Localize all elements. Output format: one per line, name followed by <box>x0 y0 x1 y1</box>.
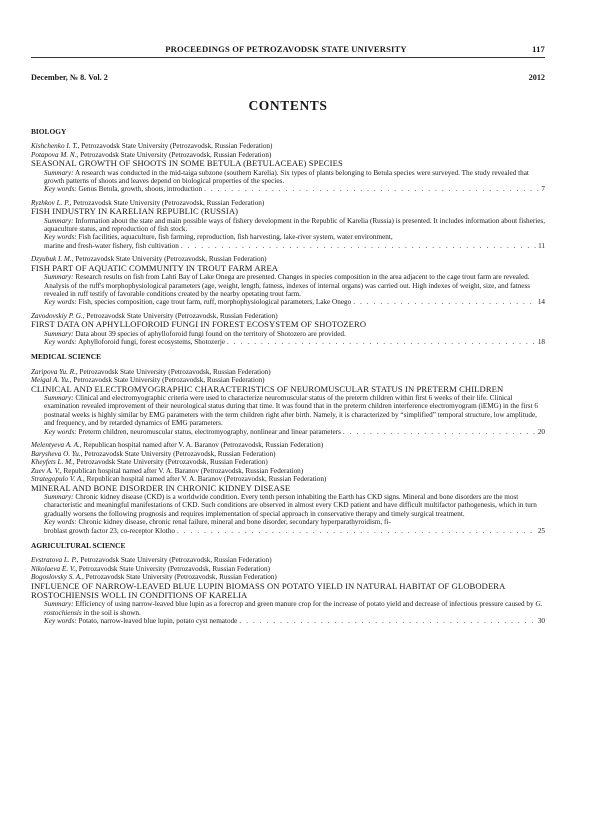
author-name: Zavodovskiy P. G. <box>31 311 83 320</box>
leader-dots <box>177 527 536 535</box>
author-name: Bogoslovsky S. A. <box>31 573 82 582</box>
article-entry[interactable] <box>31 368 545 436</box>
summary-label: Summary: <box>44 168 74 177</box>
article-title[interactable]: FIRST DATA ON APHYLLOFOROID FUNGI IN FOREST ECOSYSTEM OF SHOTOZERO <box>31 319 367 330</box>
keywords-line <box>31 298 545 306</box>
summary-text: A research was conducted in the mid-taiga subzone (southern Karelia). Six types of plants belonging to Betula species were surveyed. The study revealed that growth patterns of shoots and leaves depend on biological properties of the species. <box>44 168 529 186</box>
keywords-label: Key words: <box>44 185 77 194</box>
keywords-line <box>31 518 545 526</box>
keywords <box>44 185 202 193</box>
author-name: Dzyubuk I. M. <box>31 255 72 264</box>
summary-text: Data about 39 species of aphylloforoid fungi found on the territory of Shotozero are provided. <box>73 329 346 338</box>
author-line <box>31 467 545 475</box>
keywords-text: Aphylloforoid fungi, forest ecosystems, Shotozerje <box>76 337 226 346</box>
summary-label: Summary: <box>44 600 74 609</box>
author-name: Zaripova Yu. R. <box>31 367 76 376</box>
author-name: Zuev A. V. <box>31 466 60 475</box>
article-entry[interactable] <box>31 441 545 535</box>
keywords-label: Key words: <box>44 298 77 307</box>
page-number: 117 <box>532 44 545 54</box>
author-name: Barysheva O. Yu. <box>31 449 81 458</box>
author-name: Evstratova L. P. <box>31 556 77 565</box>
keywords-line <box>31 338 545 346</box>
author-line <box>31 142 545 150</box>
article-summary <box>31 330 545 338</box>
summary-text-end: in the soil is shown. <box>81 608 141 617</box>
article-summary <box>31 169 545 186</box>
article-summary <box>31 600 545 617</box>
issue-line <box>31 73 545 82</box>
leader-dots <box>353 298 536 306</box>
article-title[interactable]: INFLUENCE OF NARROW-LEAVED BLUE LUPIN BIOMASS ON POTATO YIELD IN NATURAL HABITAT OF GLOBODERA ROSTOCHIENSIS WOLL IN CONDITIONS OF KARELIA <box>31 580 505 600</box>
keywords-line <box>31 617 545 625</box>
keywords-label: Key words: <box>44 617 77 626</box>
summary-label: Summary: <box>44 329 74 338</box>
journal-title: PROCEEDINGS OF PETROZAVODSK STATE UNIVERSITY <box>165 44 407 54</box>
article-entry[interactable] <box>31 142 545 193</box>
article-summary <box>31 217 545 234</box>
keywords-text: Chronic kidney disease, chronic renal failure, mineral and bone disorder, secondary hyperparathyroidism, fi- <box>76 518 391 527</box>
keywords-line <box>31 185 545 193</box>
article-entry[interactable] <box>31 556 545 625</box>
article-page-number[interactable]: 18 <box>537 337 545 346</box>
author-affiliation: , Petrozavodsk State University (Petrozavodsk, Russian Federation) <box>69 376 265 385</box>
article-summary <box>31 394 545 428</box>
summary-text: Research results on fish from Lahti Bay of Lake Onega are presented. Changes in species composition in the area adjacent to the cage trout farm are revealed. Analysis of the ruff's morphophysiological parameters (age, weight, length, fatness, indexes of internal organs) was carried out. High indexes of weight, size, and fatness revealed in ruff testify of favorable conditions created by the nearby opetating trout farm. <box>44 273 531 298</box>
author-line <box>31 450 545 458</box>
article-summary <box>31 493 545 518</box>
summary-text: Clinical and electromyographic criteria were used to characterize neuromuscular status of the preterm children within first 6 weeks of their life. Clinical examination revealed improvement of their neurological status during that time. It was found that in the preterm children interference electromyogram (iEMG) in the first 6 postnatal weeks is highly similar by EMG parameters with the term children right after birth. Namely, it is characterized by “simplified” temporal structure, low amplitude, and frequency, and by retarded dynamics of EMG parameters. <box>44 393 538 428</box>
article-title[interactable]: FISH INDUSTRY IN KARELIAN REPUBLIC (RUSSIA) <box>31 206 239 217</box>
author-name: Kheyfets L. M. <box>31 458 73 467</box>
leader-dots <box>204 185 539 193</box>
table-of-contents <box>31 128 545 631</box>
article-summary <box>31 273 545 298</box>
keywords <box>44 338 225 346</box>
article-entry[interactable] <box>31 312 545 347</box>
article-page-number[interactable]: 11 <box>538 241 545 250</box>
contents-title: CONTENTS <box>248 98 328 113</box>
keywords-text: broblast growth factor 23, co-receptor Klotho <box>44 526 175 535</box>
author-affiliation: , Petrozavodsk State University (Petrozavodsk, Russian Federation) <box>77 142 273 151</box>
keywords-label: Key words: <box>44 427 77 436</box>
author-line <box>31 458 545 466</box>
author-name: Potapova M. N. <box>31 150 77 159</box>
author-affiliation: , Petrozavodsk State University (Petrozavodsk, Russian Federation) <box>81 573 277 582</box>
author-line <box>31 368 545 376</box>
article-title[interactable]: SEASONAL GROWTH OF SHOOTS IN SOME BETULA (BETULACEAE) SPECIES <box>31 158 343 169</box>
keywords-text: Fish facilities, aquaculture, fish farming, reproduction, fish harvesting, lake-river system, water environment, <box>76 233 393 242</box>
keywords-line <box>31 233 545 241</box>
keywords-label: Key words: <box>44 518 77 527</box>
author-affiliation: , Petrozavodsk State University (Petrozavodsk, Russian Federation) <box>75 564 271 573</box>
author-affiliation: , Petrozavodsk State University (Petrozavodsk, Russian Federation) <box>71 255 267 264</box>
author-affiliation: , Petrozavodsk State University (Petrozavodsk, Russian Federation) <box>82 311 278 320</box>
article-title[interactable]: FISH PART OF AQUATIC COMMUNITY IN TROUT FARM AREA <box>31 262 279 273</box>
summary-text: Information about the state and main possible ways of fishery development in the Republic of Karelia (Russia) is presented. It includes information about fisheries, aquaculture status, and reproduction of fish stock. <box>44 216 546 234</box>
summary-label: Summary: <box>44 273 74 282</box>
author-name: Strategopulo V. A. <box>31 475 84 484</box>
keywords-text: Preterm children, neuromuscular status, electromyography, nonlinear and linear parameters <box>76 427 341 436</box>
article-page-number[interactable]: 7 <box>541 185 545 194</box>
summary-text: Efficiency of using narrow-leaved blue lupin as a forecrop and green manure crop for the increase of potato yield and decrease of infectious pressure caused by <box>73 600 536 609</box>
summary-label: Summary: <box>44 216 74 225</box>
author-affiliation: , Petrozavodsk State University (Petrozavodsk, Russian Federation) <box>76 150 272 159</box>
leader-dots <box>343 428 536 436</box>
article-page-number[interactable]: 20 <box>537 427 545 436</box>
summary-label: Summary: <box>44 393 74 402</box>
author-affiliation: , Petrozavodsk State University (Petrozavodsk, Russian Federation) <box>69 198 265 207</box>
keywords-line <box>31 527 545 535</box>
keywords-text: Fish, species composition, cage trout farm, ruff, morphophysiological parameters, Lake Onego <box>76 298 352 307</box>
author-affiliation: , Petrozavodsk State University (Petrozavodsk, Russian Federation) <box>76 556 272 565</box>
leader-dots <box>227 338 536 346</box>
issue-year: 2012 <box>528 73 545 82</box>
author-affiliation: , Petrozavodsk State University (Petrozavodsk, Russian Federation) <box>75 367 271 376</box>
keywords-line <box>31 428 545 436</box>
author-name: Meigal A. Yu. <box>31 376 70 385</box>
keywords <box>44 428 341 436</box>
keywords-line <box>31 242 545 250</box>
author-name: Kishchenko I. T. <box>31 142 78 151</box>
article-title[interactable]: CLINICAL AND ELECTROMYOGRAPHIC CHARACTERISTICS OF NEUROMUSCULAR STATUS IN PRETERM CHILDREN <box>31 383 504 394</box>
article-page-number[interactable]: 25 <box>537 526 545 535</box>
author-affiliation: , Republican hospital named after V. A. Baranov (Petrozavodsk, Russian Federation) <box>59 466 304 475</box>
section-heading: BIOLOGY <box>31 127 67 136</box>
leader-dots <box>239 617 535 625</box>
summary-species: G. rostochiensis <box>44 600 543 617</box>
keywords-label: Key words: <box>44 233 77 242</box>
author-affiliation: , Republican hospital named after V. A. Baranov (Petrozavodsk, Russian Federation) <box>83 475 327 484</box>
issue-info: December, № 8. Vol. 2 <box>31 73 108 82</box>
summary-text: Chronic kidney disease (CKD) is a worldwide condition. Every tenth person inhabiting the Earth has CKD signs. Mineral and bone disorders are the most characteristic and meaningful manifestations of CKD. Such conditions are observed in almost every CKD patient and have difficult multifactor pathogenesis, which in turn gradually worsens the following prognosis and requires implementation of special approach in conservative therapy and timely surgical treatment. <box>44 492 537 518</box>
author-affiliation: , Petrozavodsk State University (Petrozavodsk, Russian Federation) <box>72 458 268 467</box>
article-page-number[interactable]: 30 <box>537 617 545 626</box>
article-page-number[interactable]: 14 <box>537 298 545 307</box>
author-line <box>31 556 545 564</box>
keywords <box>44 617 237 625</box>
leader-dots <box>181 242 536 250</box>
keywords-text: Genus Betula, growth, shoots, introduction <box>76 185 203 194</box>
author-name: Melentyeva A. A. <box>31 441 80 450</box>
article-title[interactable]: MINERAL AND BONE DISORDER IN CHRONIC KIDNEY DISEASE <box>31 482 291 493</box>
author-line <box>31 565 545 573</box>
author-affiliation: , Petrozavodsk State University (Petrozavodsk, Russian Federation) <box>80 449 276 458</box>
author-line <box>31 441 545 449</box>
article-entry[interactable] <box>31 255 545 306</box>
section-heading: AGRICULTURAL SCIENCE <box>31 540 126 550</box>
author-name: Ryzhkov L. P. <box>31 198 70 207</box>
summary-label: Summary: <box>44 492 74 501</box>
section-heading: MEDICAL SCIENCE <box>31 352 102 362</box>
author-name: Nikolaeva E. V. <box>31 564 76 573</box>
header-rule <box>31 57 545 58</box>
keywords-label: Key words: <box>44 337 77 346</box>
author-affiliation: , Republican hospital named after V. A. Baranov (Petrozavodsk, Russian Federation) <box>79 441 324 450</box>
keywords-text: marine and fresh-water fishery, fish cultivation <box>44 241 179 250</box>
article-entry[interactable] <box>31 199 545 250</box>
keywords <box>44 298 351 306</box>
keywords-text: Potato, narrow-leaved blue lupin, potato cyst nematode <box>76 617 238 626</box>
